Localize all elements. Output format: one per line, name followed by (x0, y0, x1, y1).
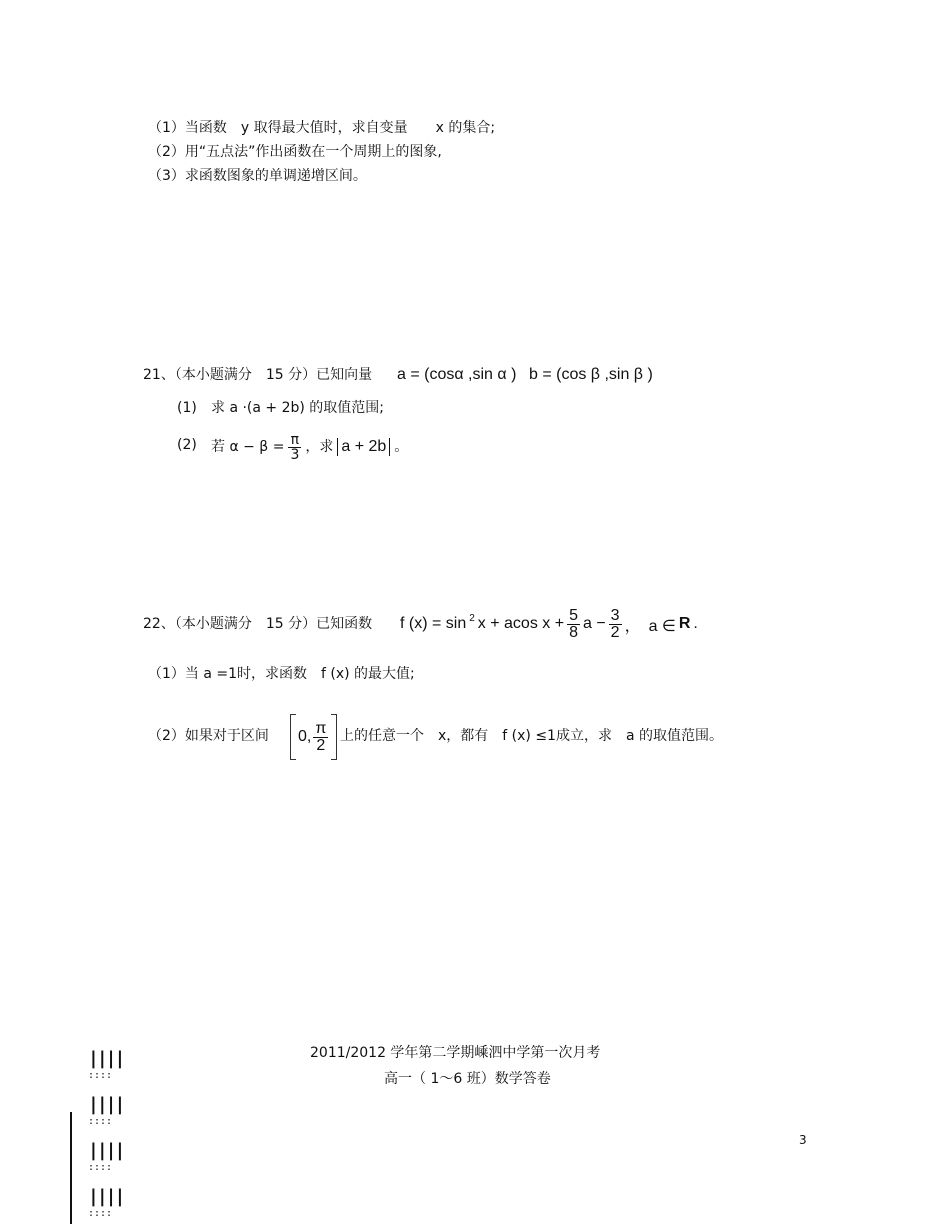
q21-intro: 21、（本小题满分 15 分）已知向量 (143, 367, 373, 383)
q22-five-eighths-fraction (567, 608, 580, 641)
binding-mark-dots-1: :::: (88, 1070, 113, 1081)
q22-interval-start: 0, (298, 728, 312, 745)
binding-mark-dots-4: :::: (88, 1208, 113, 1219)
q21-part2-end: 。 (394, 439, 409, 455)
q22-func-lhs: f (x) = sin (400, 615, 467, 632)
binding-mark-dots-3: :::: (88, 1162, 113, 1173)
q21-part2-prefix: 若 α − β = (211, 439, 285, 455)
q21-pi-over-3-fraction (288, 433, 301, 462)
q20-part1: （1）当函数 y 取得最大值时，求自变量 x 的集合; (148, 120, 496, 136)
q22-pi-over-2-fraction (313, 721, 328, 754)
q21-part2-condition (211, 424, 408, 470)
q21-part1-label: (1) (177, 400, 197, 416)
q21-part1-text: 求 a ·(a + 2b) 的取值范围; (211, 400, 385, 416)
q20-part2: （2）用“五点法”作出函数在一个周期上的图象, (148, 144, 442, 160)
page-number: 3 (799, 1133, 807, 1147)
q21-vector-b-definition: b = (cos β ,sin β ) (529, 366, 653, 383)
q22-three-halves-fraction (609, 608, 622, 641)
q22-intro: 22、（本小题满分 15 分）已知函数 (143, 616, 373, 632)
q22-function-definition (400, 600, 698, 648)
q22-fraction2-denominator: 2 (610, 623, 620, 641)
q22-interval (298, 714, 328, 760)
q22-func-a-term: a − (582, 615, 606, 632)
q21-fraction-numerator: π (288, 433, 301, 448)
q21-part2-middle: ，求 (305, 439, 334, 455)
q22-func-exponent: 2 (469, 612, 475, 624)
binding-mark-bars-4: |||| (88, 1186, 124, 1207)
q22-interval-denominator: 2 (316, 736, 326, 754)
binding-mark-dots-2: :::: (88, 1116, 113, 1127)
q22-part2-statement: 上的任意一个 x，都有 f (x) ≤1成立，求 a 的取值范围。 (340, 728, 723, 744)
footer-exam-title: 2011/2012 学年第二学期嵊泗中学第一次月考 (310, 1045, 601, 1061)
footer-paper-title: 高一（ 1～6 班）数学答卷 (384, 1071, 551, 1087)
q21-vector-a-definition: a = (cosα ,sin α ) (397, 366, 517, 383)
q22-fraction2-numerator: 3 (610, 606, 620, 624)
q22-real-numbers-symbol: R (678, 615, 691, 632)
binding-line (70, 1112, 72, 1224)
q21-fraction-denominator: 3 (290, 446, 300, 463)
q22-part2-prefix: （2）如果对于区间 (148, 728, 269, 744)
q22-fraction1-denominator: 8 (569, 623, 578, 641)
binding-mark-bars-3: |||| (88, 1140, 124, 1161)
q22-part1: （1）当 a =1时，求函数 f (x) 的最大值; (148, 666, 415, 682)
q22-func-period: . (693, 615, 698, 632)
q20-part3: （3）求函数图象的单调递增区间。 (148, 168, 367, 184)
q22-interval-numerator: π (315, 719, 327, 737)
binding-mark-bars-2: |||| (88, 1094, 124, 1115)
interval-right-bracket (331, 714, 337, 760)
q22-fraction1-numerator: 5 (569, 606, 578, 624)
q21-norm-expression: a + 2b (337, 438, 390, 456)
q22-func-middle: x + acos x + (477, 615, 565, 632)
interval-left-bracket (290, 714, 296, 760)
q22-func-tail: ， a ∈ (624, 617, 676, 635)
binding-mark-bars-1: |||| (88, 1048, 124, 1069)
q21-part2-label: (2) (177, 437, 197, 453)
